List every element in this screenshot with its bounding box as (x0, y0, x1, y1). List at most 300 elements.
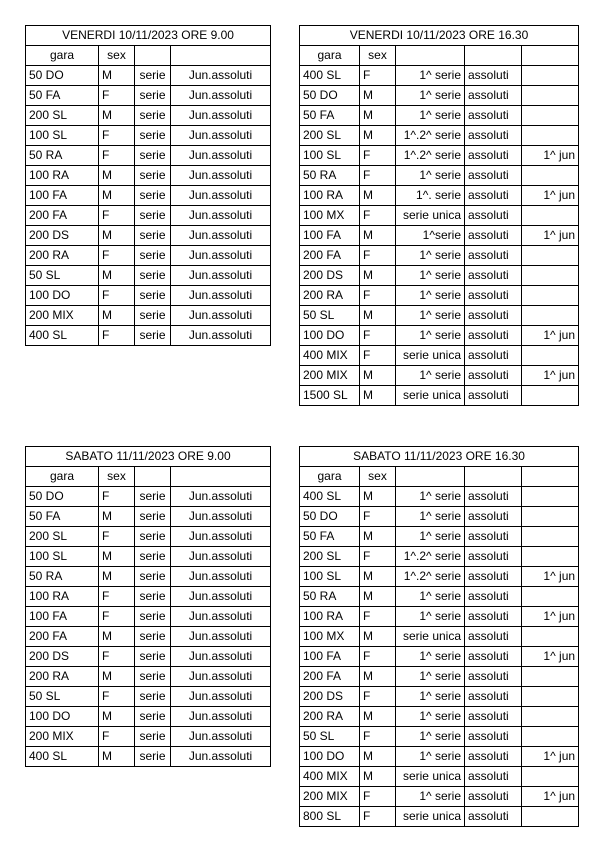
junior-cell (522, 286, 579, 306)
junior-cell: 1^ jun (522, 366, 579, 386)
sex-cell: M (360, 527, 396, 547)
category-cell: Jun.assoluti (171, 326, 271, 346)
sex-cell: M (360, 186, 396, 206)
sex-cell: F (99, 647, 135, 667)
gara-cell: 100 RA (300, 607, 360, 627)
table-row (26, 246, 271, 266)
sex-cell: M (360, 627, 396, 647)
category-cell: assoluti (465, 767, 522, 787)
sex-cell: F (360, 687, 396, 707)
category-cell: Jun.assoluti (171, 146, 271, 166)
table-row (300, 146, 579, 166)
serie-cell: serie unica (396, 206, 465, 226)
gara-cell: 100 SL (26, 126, 99, 146)
column-header: sex (99, 46, 135, 66)
sex-cell: F (99, 286, 135, 306)
serie-cell: 1^ serie (396, 487, 465, 507)
gara-cell: 100 SL (26, 547, 99, 567)
category-cell: assoluti (465, 146, 522, 166)
gara-cell: 50 FA (26, 507, 99, 527)
category-cell: Jun.assoluti (171, 286, 271, 306)
junior-cell: 1^ jun (522, 787, 579, 807)
gara-cell: 200 SL (300, 547, 360, 567)
table-row (26, 627, 271, 647)
serie-cell: 1^ serie (396, 166, 465, 186)
junior-cell (522, 727, 579, 747)
serie-cell: serie (135, 507, 171, 527)
schedule-saturday-afternoon (299, 446, 579, 827)
category-cell: Jun.assoluti (171, 727, 271, 747)
serie-cell: serie unica (396, 767, 465, 787)
category-cell: assoluti (465, 567, 522, 587)
junior-cell (522, 587, 579, 607)
gara-cell: 200 SL (26, 106, 99, 126)
serie-cell: 1^. serie (396, 186, 465, 206)
serie-cell: serie (135, 527, 171, 547)
table-row (300, 286, 579, 306)
sex-cell: F (99, 587, 135, 607)
column-header: gara (300, 46, 360, 66)
junior-cell (522, 687, 579, 707)
sex-cell: F (360, 246, 396, 266)
table-row (26, 126, 271, 146)
table-row (26, 527, 271, 547)
sex-cell: M (360, 226, 396, 246)
gara-cell: 200 DS (300, 687, 360, 707)
junior-cell (522, 767, 579, 787)
serie-cell: 1^.2^ serie (396, 547, 465, 567)
table-row (300, 727, 579, 747)
category-cell: assoluti (465, 86, 522, 106)
column-header: sex (99, 467, 135, 487)
category-cell: assoluti (465, 687, 522, 707)
serie-cell: serie (135, 547, 171, 567)
serie-cell: 1^ serie (396, 587, 465, 607)
serie-cell: 1^.2^ serie (396, 567, 465, 587)
gara-cell: 100 FA (26, 186, 99, 206)
category-cell: assoluti (465, 286, 522, 306)
table-row (300, 326, 579, 346)
sex-cell: M (99, 266, 135, 286)
sex-cell: M (99, 667, 135, 687)
sex-cell: F (99, 527, 135, 547)
category-cell: assoluti (465, 547, 522, 567)
gara-cell: 50 DO (26, 66, 99, 86)
table-row (300, 547, 579, 567)
sex-cell: F (99, 206, 135, 226)
gara-cell: 50 RA (300, 587, 360, 607)
category-cell: Jun.assoluti (171, 587, 271, 607)
sex-cell: F (360, 166, 396, 186)
category-cell: Jun.assoluti (171, 607, 271, 627)
serie-cell: serie (135, 707, 171, 727)
category-cell: Jun.assoluti (171, 186, 271, 206)
column-header (135, 467, 171, 487)
table-row (26, 507, 271, 527)
serie-cell: 1^ serie (396, 607, 465, 627)
session-title: SABATO 11/11/2023 ORE 16.30 (300, 447, 579, 467)
category-cell: Jun.assoluti (171, 86, 271, 106)
table-row (26, 667, 271, 687)
table-row (300, 527, 579, 547)
table-row (300, 206, 579, 226)
sex-cell: F (360, 807, 396, 827)
column-header (396, 46, 465, 66)
table-row (26, 166, 271, 186)
gara-cell: 200 FA (26, 206, 99, 226)
sex-cell: F (360, 326, 396, 346)
category-cell: assoluti (465, 246, 522, 266)
table-title-row (300, 447, 579, 467)
category-cell: assoluti (465, 487, 522, 507)
table-row (26, 647, 271, 667)
category-cell: Jun.assoluti (171, 66, 271, 86)
gara-cell: 50 SL (26, 266, 99, 286)
serie-cell: 1^ serie (396, 66, 465, 86)
junior-cell (522, 667, 579, 687)
serie-cell: serie unica (396, 386, 465, 406)
category-cell: Jun.assoluti (171, 266, 271, 286)
category-cell: Jun.assoluti (171, 126, 271, 146)
serie-cell: 1^ serie (396, 326, 465, 346)
sex-cell: M (360, 747, 396, 767)
gara-cell: 50 SL (300, 306, 360, 326)
gara-cell: 100 RA (26, 166, 99, 186)
sex-cell: M (99, 106, 135, 126)
gara-cell: 50 FA (300, 106, 360, 126)
junior-cell: 1^ jun (522, 226, 579, 246)
category-cell: Jun.assoluti (171, 567, 271, 587)
category-cell: Jun.assoluti (171, 747, 271, 767)
sex-cell: F (99, 487, 135, 507)
category-cell: Jun.assoluti (171, 487, 271, 507)
table-row (300, 166, 579, 186)
category-cell: assoluti (465, 527, 522, 547)
junior-cell (522, 206, 579, 226)
sex-cell: F (99, 326, 135, 346)
serie-cell: serie unica (396, 627, 465, 647)
junior-cell (522, 166, 579, 186)
gara-cell: 100 MX (300, 627, 360, 647)
gara-cell: 50 FA (300, 527, 360, 547)
table-row (300, 807, 579, 827)
sex-cell: M (99, 66, 135, 86)
gara-cell: 100 SL (300, 146, 360, 166)
table-row (300, 707, 579, 727)
junior-cell (522, 547, 579, 567)
sex-cell: F (99, 687, 135, 707)
gara-cell: 50 SL (26, 687, 99, 707)
serie-cell: 1^ serie (396, 707, 465, 727)
sex-cell: M (99, 707, 135, 727)
sex-cell: M (360, 306, 396, 326)
table-row (26, 547, 271, 567)
junior-cell (522, 386, 579, 406)
gara-cell: 50 SL (300, 727, 360, 747)
table-row (300, 346, 579, 366)
table-row (300, 487, 579, 507)
serie-cell: serie (135, 106, 171, 126)
table-row (26, 146, 271, 166)
table-row (26, 86, 271, 106)
serie-cell: serie (135, 687, 171, 707)
junior-cell (522, 507, 579, 527)
category-cell: assoluti (465, 66, 522, 86)
serie-cell: 1^ serie (396, 787, 465, 807)
junior-cell: 1^ jun (522, 647, 579, 667)
gara-cell: 200 MIX (300, 787, 360, 807)
session-title: VENERDI 10/11/2023 ORE 16.30 (300, 26, 579, 46)
table-row (300, 747, 579, 767)
category-cell: assoluti (465, 507, 522, 527)
gara-cell: 200 RA (26, 246, 99, 266)
category-cell: Jun.assoluti (171, 226, 271, 246)
gara-cell: 400 MIX (300, 346, 360, 366)
serie-cell: serie (135, 66, 171, 86)
column-header (396, 467, 465, 487)
serie-cell: 1^ serie (396, 286, 465, 306)
gara-cell: 200 RA (26, 667, 99, 687)
table-row (300, 186, 579, 206)
column-header: gara (26, 46, 99, 66)
gara-cell: 100 FA (300, 226, 360, 246)
serie-cell: 1^ serie (396, 266, 465, 286)
junior-cell: 1^ jun (522, 326, 579, 346)
category-cell: assoluti (465, 226, 522, 246)
gara-cell: 50 FA (26, 86, 99, 106)
serie-cell: serie (135, 326, 171, 346)
junior-cell: 1^ jun (522, 567, 579, 587)
sex-cell: F (99, 86, 135, 106)
gara-cell: 100 DO (26, 707, 99, 727)
serie-cell: serie (135, 647, 171, 667)
table-row (300, 106, 579, 126)
table-row (26, 567, 271, 587)
sex-cell: M (360, 767, 396, 787)
category-cell: Jun.assoluti (171, 647, 271, 667)
table-row (300, 607, 579, 627)
table-row (26, 487, 271, 507)
serie-cell: 1^ serie (396, 507, 465, 527)
table-row (26, 607, 271, 627)
table-row (26, 707, 271, 727)
sex-cell: M (360, 567, 396, 587)
junior-cell (522, 306, 579, 326)
sex-cell: M (360, 386, 396, 406)
serie-cell: 1^ serie (396, 667, 465, 687)
column-header (135, 46, 171, 66)
sex-cell: M (360, 487, 396, 507)
table-row (300, 587, 579, 607)
gara-cell: 100 SL (300, 567, 360, 587)
sex-cell: F (99, 246, 135, 266)
sex-cell: M (360, 126, 396, 146)
schedule-saturday-morning (25, 446, 271, 767)
table-row (26, 286, 271, 306)
table-row (300, 246, 579, 266)
category-cell: assoluti (465, 186, 522, 206)
column-header: sex (360, 46, 396, 66)
junior-cell (522, 86, 579, 106)
gara-cell: 200 FA (300, 246, 360, 266)
serie-cell: serie (135, 146, 171, 166)
sex-cell: M (360, 366, 396, 386)
serie-cell: serie (135, 627, 171, 647)
category-cell: assoluti (465, 647, 522, 667)
category-cell: Jun.assoluti (171, 667, 271, 687)
gara-cell: 200 DS (26, 647, 99, 667)
table-row (26, 66, 271, 86)
serie-cell: 1^ serie (396, 727, 465, 747)
sex-cell: F (360, 66, 396, 86)
category-cell: assoluti (465, 326, 522, 346)
gara-cell: 100 DO (300, 747, 360, 767)
table-row (26, 727, 271, 747)
table-row (300, 66, 579, 86)
category-cell: assoluti (465, 807, 522, 827)
column-header: sex (360, 467, 396, 487)
sex-cell: F (99, 146, 135, 166)
sex-cell: F (360, 507, 396, 527)
column-header (522, 46, 579, 66)
sex-cell: M (360, 106, 396, 126)
gara-cell: 100 FA (300, 647, 360, 667)
sex-cell: F (360, 787, 396, 807)
serie-cell: serie (135, 727, 171, 747)
gara-cell: 100 FA (26, 607, 99, 627)
table-row (300, 567, 579, 587)
sex-cell: M (360, 266, 396, 286)
serie-cell: serie (135, 86, 171, 106)
gara-cell: 200 DS (300, 266, 360, 286)
table-row (300, 226, 579, 246)
serie-cell: serie (135, 186, 171, 206)
serie-cell: serie (135, 747, 171, 767)
table-row (300, 366, 579, 386)
category-cell: assoluti (465, 386, 522, 406)
category-cell: assoluti (465, 126, 522, 146)
junior-cell: 1^ jun (522, 607, 579, 627)
gara-cell: 400 SL (26, 326, 99, 346)
table-row (300, 86, 579, 106)
gara-cell: 50 RA (300, 166, 360, 186)
gara-cell: 100 RA (300, 186, 360, 206)
table-row (300, 306, 579, 326)
serie-cell: serie (135, 126, 171, 146)
table-row (300, 647, 579, 667)
serie-cell: 1^ serie (396, 106, 465, 126)
table-title-row (26, 447, 271, 467)
column-header (522, 467, 579, 487)
sex-cell: M (360, 667, 396, 687)
gara-cell: 100 DO (26, 286, 99, 306)
category-cell: assoluti (465, 747, 522, 767)
sex-cell: M (99, 226, 135, 246)
junior-cell (522, 487, 579, 507)
sex-cell: M (99, 547, 135, 567)
gara-cell: 800 SL (300, 807, 360, 827)
serie-cell: 1^ serie (396, 246, 465, 266)
column-header (171, 467, 271, 487)
column-header (465, 467, 522, 487)
table-row (26, 747, 271, 767)
category-cell: Jun.assoluti (171, 246, 271, 266)
serie-cell: 1^ serie (396, 647, 465, 667)
serie-cell: serie (135, 206, 171, 226)
gara-cell: 400 SL (300, 487, 360, 507)
table-header-row (300, 467, 579, 487)
gara-cell: 100 DO (300, 326, 360, 346)
sex-cell: M (99, 306, 135, 326)
serie-cell: serie (135, 246, 171, 266)
serie-cell: 1^ serie (396, 747, 465, 767)
gara-cell: 50 DO (300, 507, 360, 527)
serie-cell: 1^ serie (396, 527, 465, 547)
gara-cell: 400 SL (26, 747, 99, 767)
junior-cell (522, 66, 579, 86)
junior-cell (522, 246, 579, 266)
junior-cell: 1^ jun (522, 747, 579, 767)
gara-cell: 200 MIX (300, 366, 360, 386)
table-row (300, 266, 579, 286)
serie-cell: serie unica (396, 346, 465, 366)
serie-cell: serie (135, 306, 171, 326)
column-header: gara (26, 467, 99, 487)
sex-cell: F (360, 286, 396, 306)
category-cell: Jun.assoluti (171, 166, 271, 186)
table-header-row (26, 467, 271, 487)
category-cell: Jun.assoluti (171, 206, 271, 226)
table-row (300, 126, 579, 146)
table-row (26, 106, 271, 126)
gara-cell: 50 RA (26, 567, 99, 587)
junior-cell (522, 627, 579, 647)
schedule-friday-afternoon (299, 25, 579, 406)
junior-cell (522, 266, 579, 286)
table-row (26, 186, 271, 206)
junior-cell: 1^ jun (522, 146, 579, 166)
column-header (465, 46, 522, 66)
sex-cell: F (99, 126, 135, 146)
gara-cell: 1500 SL (300, 386, 360, 406)
table-row (300, 627, 579, 647)
sex-cell: F (99, 607, 135, 627)
sex-cell: M (360, 587, 396, 607)
category-cell: assoluti (465, 787, 522, 807)
serie-cell: 1^.2^ serie (396, 126, 465, 146)
serie-cell: serie (135, 567, 171, 587)
gara-cell: 50 DO (26, 487, 99, 507)
category-cell: assoluti (465, 667, 522, 687)
sex-cell: F (360, 727, 396, 747)
gara-cell: 200 FA (300, 667, 360, 687)
category-cell: assoluti (465, 106, 522, 126)
category-cell: assoluti (465, 707, 522, 727)
gara-cell: 200 MIX (26, 727, 99, 747)
serie-cell: serie (135, 587, 171, 607)
gara-cell: 400 MIX (300, 767, 360, 787)
schedule-friday-morning (25, 25, 271, 346)
serie-cell: 1^ serie (396, 366, 465, 386)
serie-cell: serie (135, 667, 171, 687)
gara-cell: 400 SL (300, 66, 360, 86)
category-cell: Jun.assoluti (171, 547, 271, 567)
session-title: VENERDI 10/11/2023 ORE 9.00 (26, 26, 271, 46)
column-header: gara (300, 467, 360, 487)
table-row (26, 266, 271, 286)
sex-cell: F (360, 647, 396, 667)
sex-cell: M (99, 166, 135, 186)
